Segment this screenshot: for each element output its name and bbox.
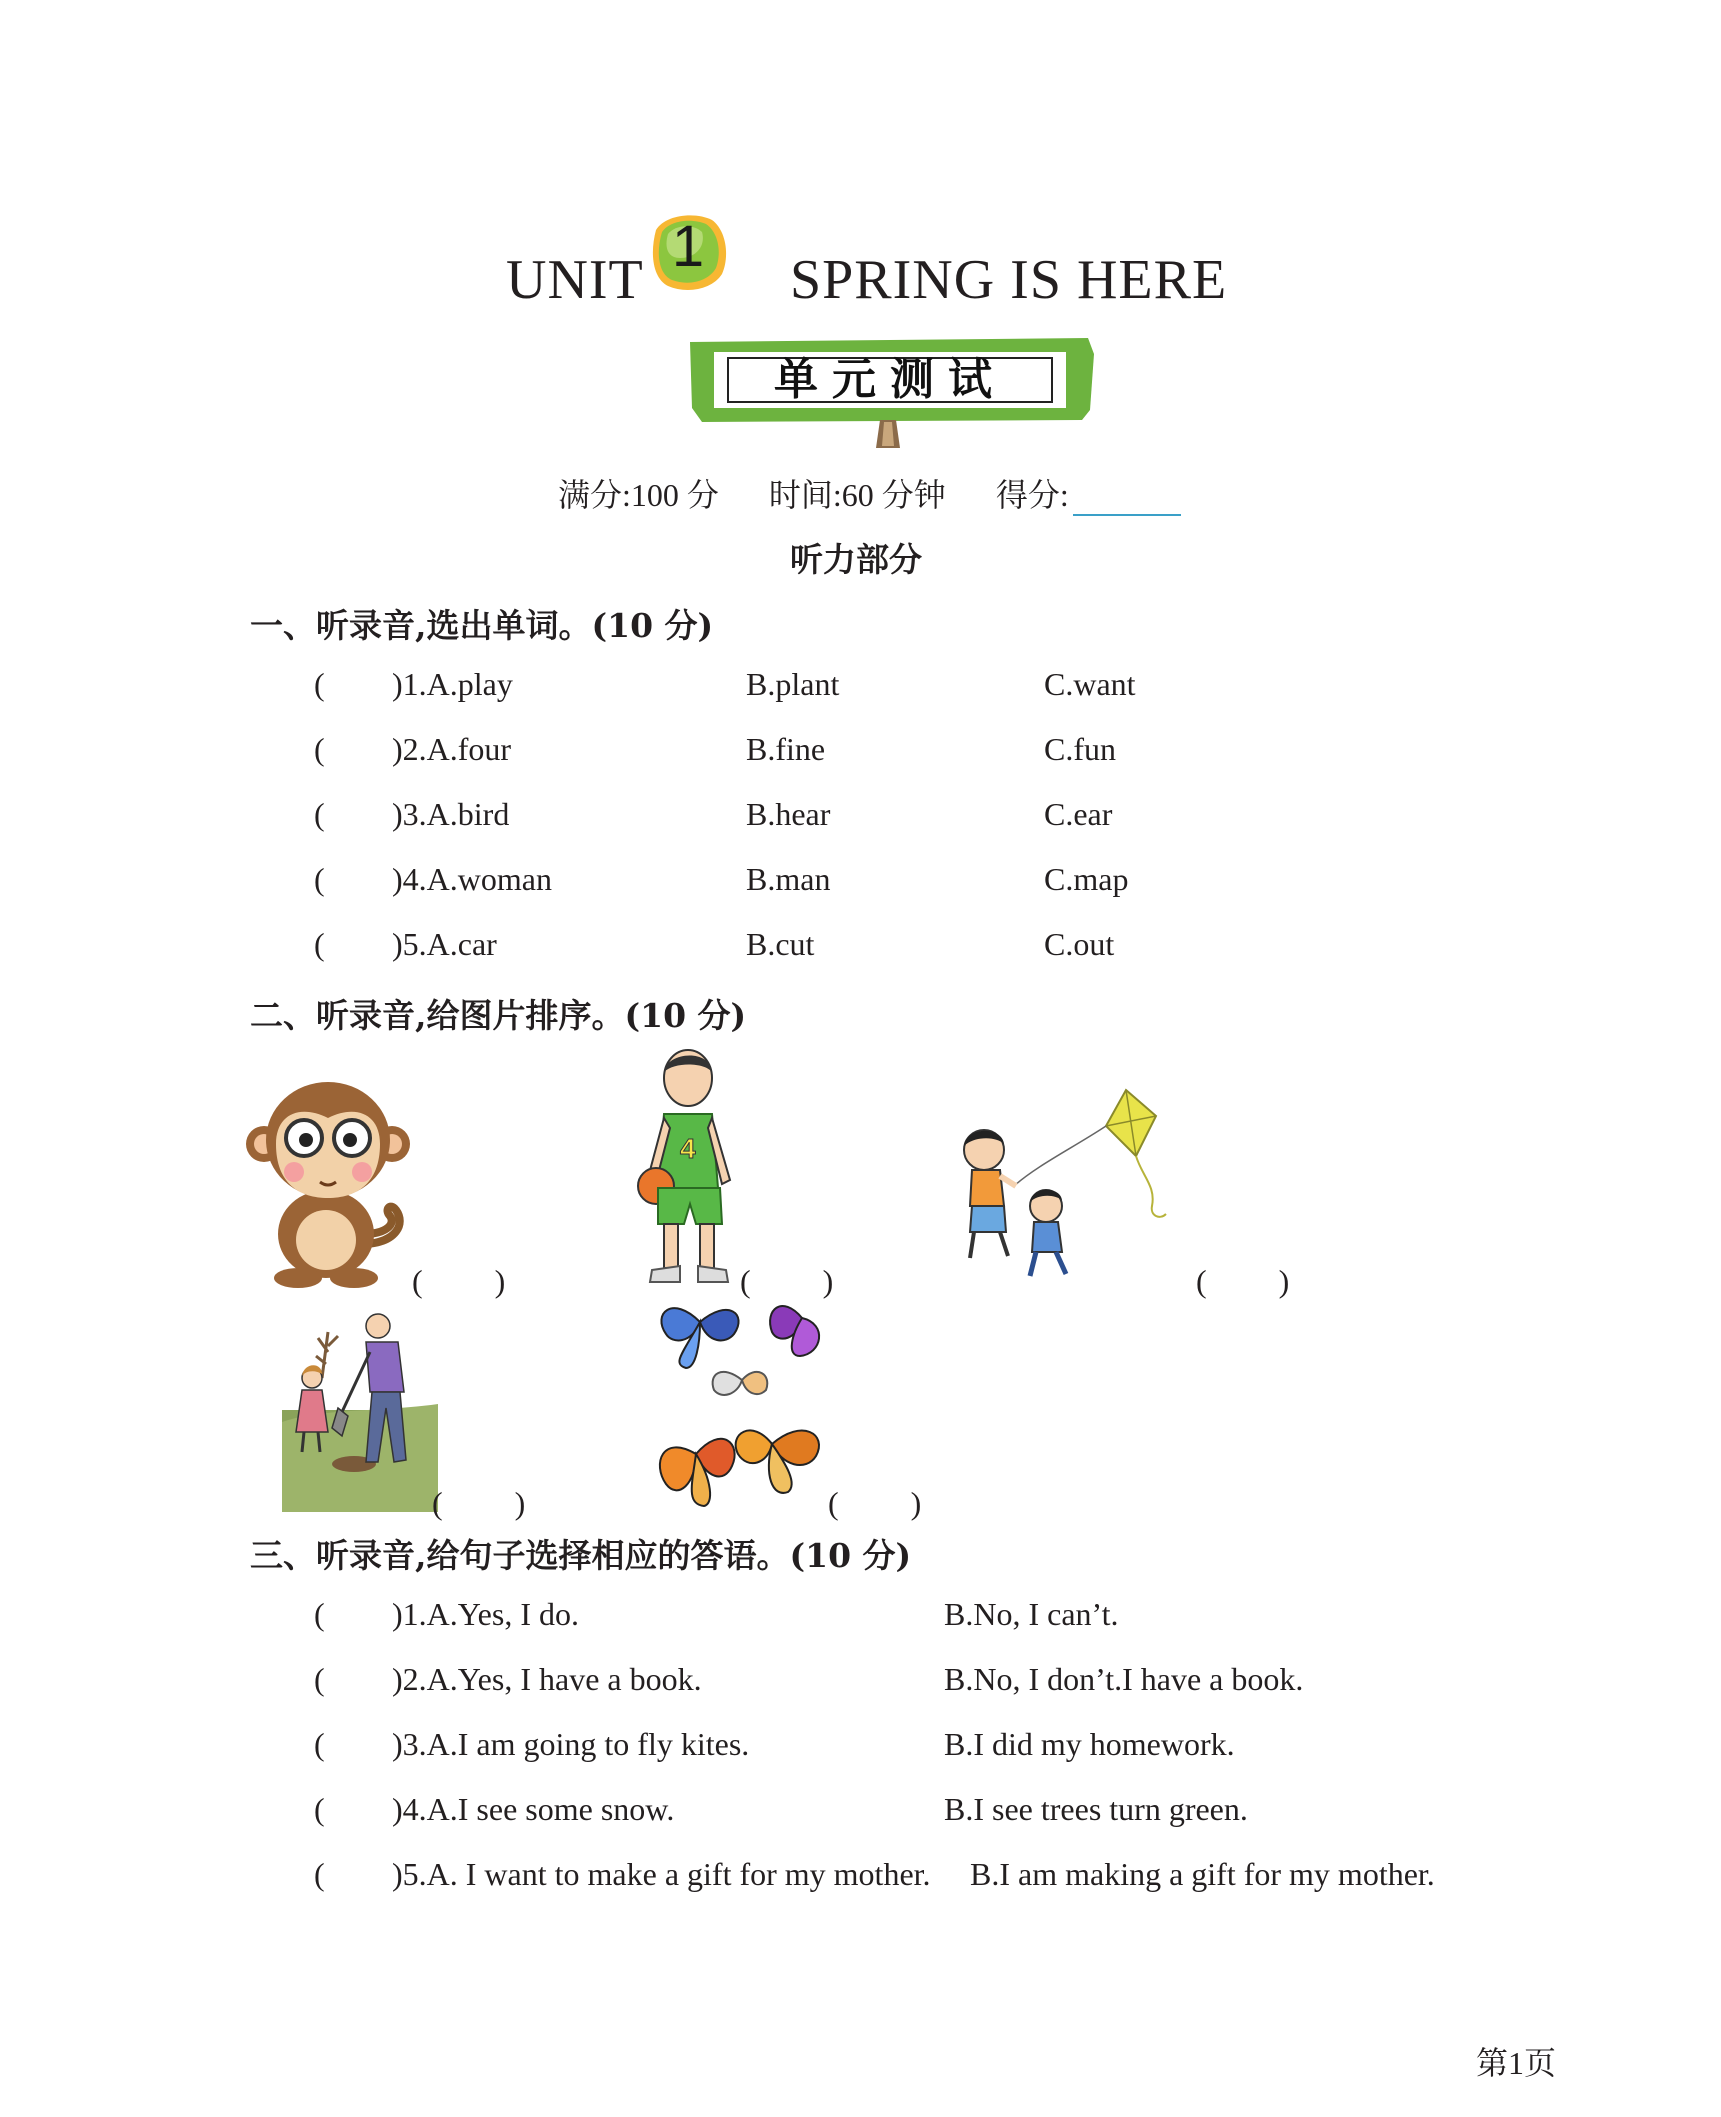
page-number: 第1页 — [1476, 2045, 1557, 2081]
s1-row4-a: )4.A.woman — [392, 861, 552, 897]
s1-row1-c: C.want — [1044, 666, 1136, 702]
s3-row3-b: B.I did my homework. — [944, 1726, 1235, 1762]
s3-row5-a: )5.A. I want to make a gift for my mother. — [392, 1856, 931, 1892]
unit-title: SPRING IS HERE — [790, 249, 1228, 311]
section3-title: 三、听录音,给句子选择相应的答语。(10 分) — [250, 1536, 912, 1575]
s1-row4-paren[interactable]: ( — [314, 861, 325, 897]
kite-children-picture — [956, 1086, 1206, 1291]
s3-row1-a: )1.A.Yes, I do. — [392, 1596, 579, 1632]
s1-row2-paren[interactable]: ( — [314, 731, 325, 767]
s3-row4-b: B.I see trees turn green. — [944, 1791, 1248, 1827]
banner-text: 单元测试 — [774, 354, 1006, 405]
s3-row4-paren[interactable]: ( — [314, 1791, 325, 1827]
s1-row2-b: B.fine — [746, 731, 826, 767]
s1-row3-c: C.ear — [1044, 796, 1113, 832]
test-banner — [684, 332, 1096, 452]
basketball-boy-picture — [630, 1048, 750, 1293]
s1-row3-b: B.hear — [746, 796, 831, 832]
s3-row5-b: B.I am making a gift for my mother. — [970, 1856, 1435, 1892]
tree-planting-icon — [282, 1312, 438, 1512]
score-label: 得分: — [995, 477, 1069, 513]
s2-pic2-answer[interactable]: ( ) — [740, 1263, 834, 1299]
s3-row1-b: B.No, I can’t. — [944, 1596, 1119, 1632]
s1-row3-a: )3.A.bird — [392, 796, 510, 832]
s2-pic4-answer[interactable]: ( ) — [432, 1485, 526, 1521]
svg-text:4: 4 — [680, 1133, 696, 1164]
s1-row2-a: )2.A.four — [392, 731, 512, 767]
unit-number: 1 — [671, 214, 705, 279]
s3-row4-a: )4.A.I see some snow. — [392, 1791, 675, 1827]
monkey-picture — [246, 1074, 416, 1293]
s1-row4-c: C.map — [1044, 861, 1129, 897]
butterflies-picture — [652, 1294, 832, 1519]
s2-pic1-answer[interactable]: ( ) — [412, 1263, 506, 1299]
tree-planting-picture — [282, 1312, 438, 1517]
s1-row1-b: B.plant — [746, 666, 840, 702]
score-line — [558, 470, 1181, 516]
s2-pic5-answer[interactable]: ( ) — [828, 1485, 922, 1521]
s3-row1-paren[interactable]: ( — [314, 1596, 325, 1632]
listening-title: 听力部分 — [790, 540, 922, 579]
butterflies-icon — [652, 1294, 832, 1514]
monkey-icon — [246, 1074, 416, 1288]
s1-row1-a: )1.A.play — [392, 666, 513, 702]
s1-row5-paren[interactable]: ( — [314, 926, 325, 962]
s3-row5-paren[interactable]: ( — [314, 1856, 325, 1892]
unit-word: UNIT — [506, 249, 644, 311]
s1-row5-a: )5.A.car — [392, 926, 497, 962]
s1-row4-b: B.man — [746, 861, 831, 897]
time-limit: 时间:60 分钟 — [768, 477, 946, 513]
s3-row3-a: )3.A.I am going to fly kites. — [392, 1726, 750, 1762]
s1-row1-paren[interactable]: ( — [314, 666, 325, 702]
s1-row5-b: B.cut — [746, 926, 815, 962]
s3-row2-b: B.No, I don’t.I have a book. — [944, 1661, 1304, 1697]
section1-title: 一、听录音,选出单词。(10 分) — [250, 606, 714, 645]
s2-pic3-answer[interactable]: ( ) — [1196, 1263, 1290, 1299]
section2-title: 二、听录音,给图片排序。(10 分) — [250, 996, 747, 1035]
s1-row3-paren[interactable]: ( — [314, 796, 325, 832]
s3-row2-a: )2.A.Yes, I have a book. — [392, 1661, 702, 1697]
kite-children-icon — [956, 1086, 1206, 1286]
full-score: 满分:100 分 — [558, 477, 719, 513]
basketball-boy-icon — [630, 1048, 750, 1288]
score-blank[interactable] — [1073, 484, 1181, 516]
unit-number-badge — [646, 212, 730, 292]
s3-row2-paren[interactable]: ( — [314, 1661, 325, 1697]
s1-row2-c: C.fun — [1044, 731, 1116, 767]
s3-row3-paren[interactable]: ( — [314, 1726, 325, 1762]
s1-row5-c: C.out — [1044, 926, 1115, 962]
